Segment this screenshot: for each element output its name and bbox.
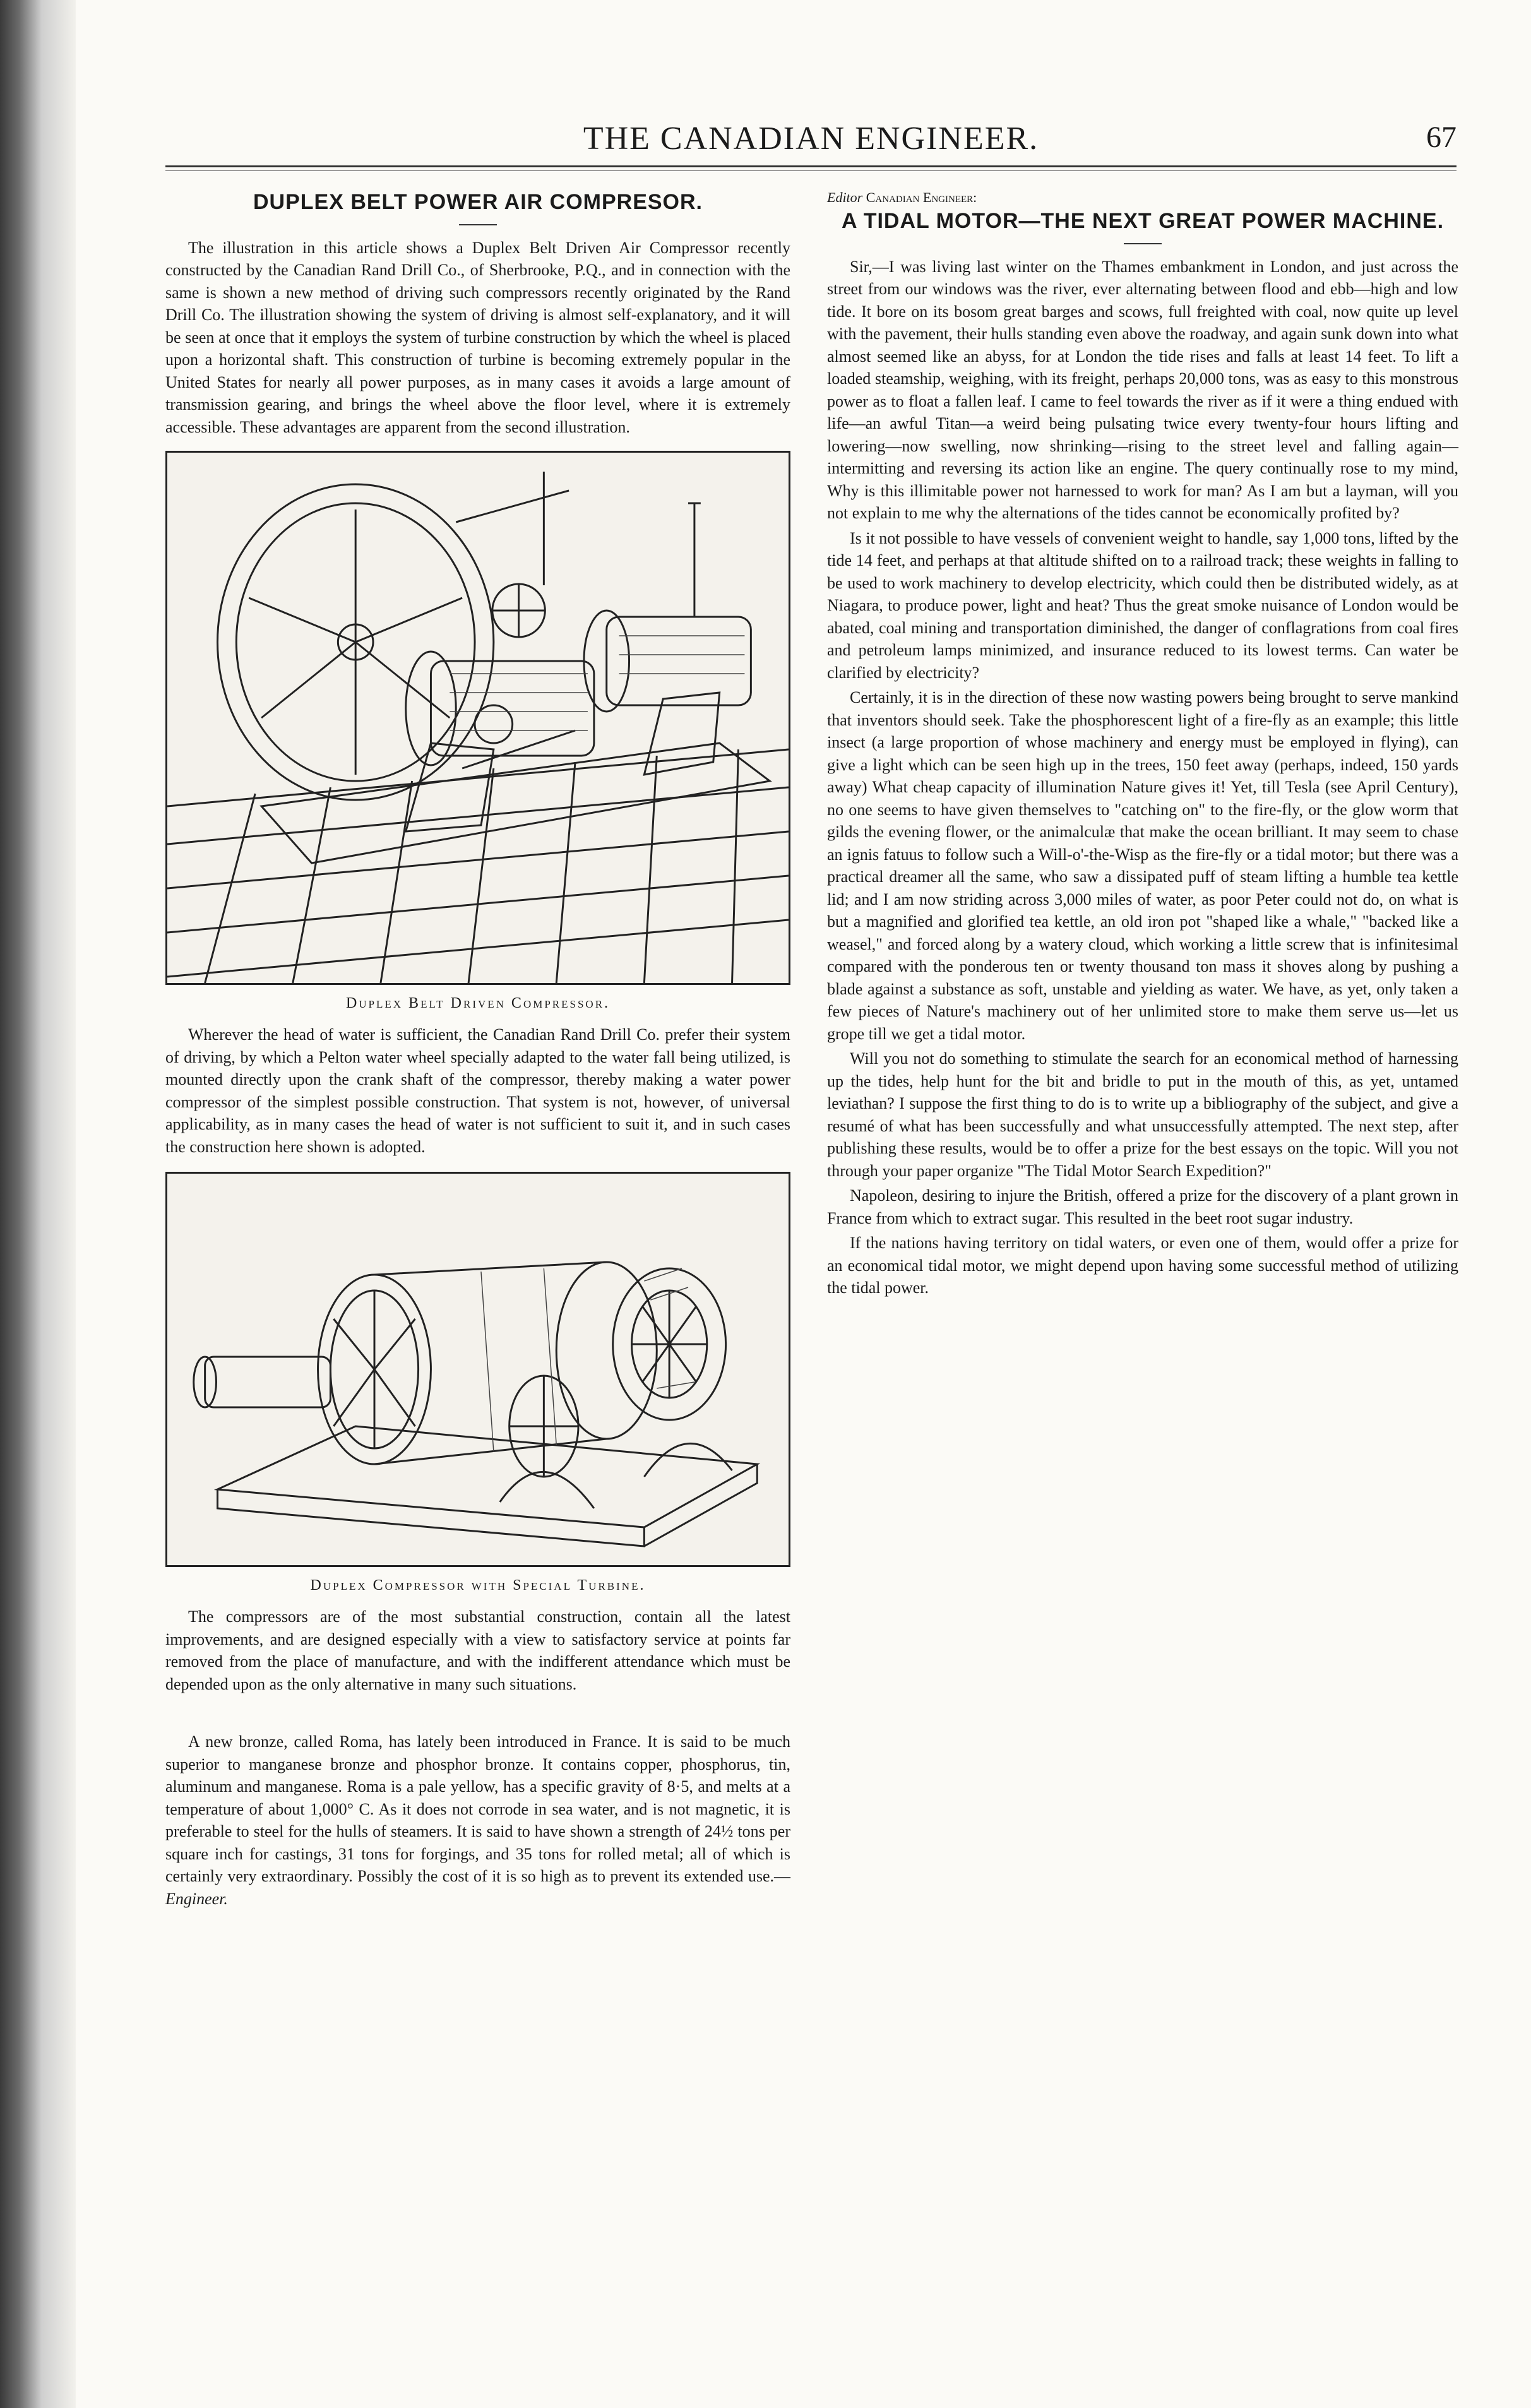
compressor-paragraph-1: The illustration in this article shows a Duplex Belt Driven Air Compressor recently constructed by the Canadian Rand Drill Co., of Sherbrooke, P.Q., and in connection with the same is shown a new method of driving such compressors recently originated by the Rand Drill Co. The illustration showing the system of driving is almost self-explanatory, and it will be seen at once that it employs the system of turbine construction by which the wheel is placed upon a horizontal shaft. This construction of turbine is becoming extremely popular in the United States for nearly all power purposes, as in many cases it avoids a large amount of transmission gearing, and brings the wheel above the floor level, where it is extremely accessible. These advantages are apparent from the second illustration. [165,238,790,436]
journal-title: THE CANADIAN ENGINEER. [583,121,1039,157]
roma-bronze-text: A new bronze, called Roma, has lately been introduced in France. It is said to be much superior to manganese bronze and phosphor bronze. It contains copper, phosphorus, tin, aluminum and manganese. Roma is a pale yellow, has a specific gravity of 8·5, and melts at a temperature of about 1,000° C. As it does not corrode in sea water, and is not magnetic, it is preferable to steel for the hulls of steamers. It is said to have shown a strength of 24½ tons per square inch for castings, 31 tons for forgings, and 35 tons for rolled metal; all of which is certainly very extraordinary. Possibly the cost of it is so high as to prevent its extended use.— [165,1732,790,1886]
tidal-paragraph-3: Certainly, it is in the direction of these now wasting powers being brought to serve mankind that inventors should seek. Take the phosphorescent light of a fire-fly as an example; this little insect (a large proportion of whose machinery and energy must be employed in flying), can give a light which can be seen high up in the trees, 150 feet away (perhaps, indeed, 150 yards away) What cheap capacity of illumination Nature gives it! Yet, till Tesla (see April Century), no one seems to have given themselves to "catching on" to the fire-fly, or the glow worm that gilds the evening flower, or the animalculæ that make the ocean brilliant. It may seem to chase an ignis fatuus to follow such a Will-o'-the-Wisp as the fire-fly or a tidal motor; but there was a practical dreamer all the same, who saw a dissipated puff of steam lifting a humble tea kettle lid; and I am now striding across 3,000 miles of water, as poor Peter could not do, on what is but a magnified and glorified tea kettle, an old iron pot "shaped like a whale," "backed like a weasel," and forced along by a watery cloud, which working a little screw that is infinitesimal compared with the ponderous ten or twenty thousand ton mass it shoves along by pushing a blade against a substance as soft, unstable and yielding as water. We have, as yet, only taken a few pieces of Nature's machinery out of her unlimited store to make them serve us—let us grope till we get a tidal motor. [827,688,1458,1043]
header-rule-thin [165,170,1457,171]
engraving-turbine-compressor [167,1174,789,1565]
caption-compressor-turbine: Duplex Compressor with Special Turbine. [310,1577,646,1594]
article-heading-compressor: DUPLEX BELT POWER AIR COMPRESOR. [253,190,703,214]
compressor-paragraph-3: The compressors are of the most substantial construction, contain all the latest improvements, and are designed especially with a view to satisfactory service at points far removed from the place of manufacture, and with the indifferent attendance which must be depended upon as the only alternative in many such situations. [165,1607,790,1693]
compressor-paragraph-2: Wherever the head of water is sufficient, the Canadian Rand Drill Co. prefer their system of driving, by which a Pelton water wheel specially adapted to the water fall being utilized, is mounted directly upon the crank shaft of the compressor, thereby making a water power compressor of the simplest possible construction. That system is not, however, of universal applicability, as in many cases the head of water is not sufficient to suit it, and in such cases the construction here shown is adopted. [165,1025,790,1156]
header-rule [165,165,1457,167]
heading-divider [1124,243,1162,244]
editor-name: Canadian Engineer: [866,189,977,205]
roma-bronze-paragraph [165,1731,790,1910]
tidal-paragraph-1: Sir,—I was living last winter on the Thames embankment in London, and just across the street from our windows was the river, ever alternating between flood and ebb—high and low tide. It bore on its bosom great barges and scows, full freighted with coal, now quite up level with the pavement, their hulls standing even above the roadway, and again sunk down into what almost seemed like an abyss, for at London the tide rises and falls at least 14 feet. To lift a loaded steamship, weighing, with its freight, perhaps 20,000 tons, was as easy to this monstrous power as to float a fallen leaf. I came to feel towards the river as if it were a thing endued with life—an awful Titan—a weird being pulsating twice every twenty-four hours lifting and lowering—now swelling, now shrinking—rising to the street level and falling again—intermitting and reversing its action like an engine. The query continually rose to my mind, Why is this illimitable power not harnessed to work for man? As I am but a layman, will you not explain to me why the alternations of the tides cannot be economically profited by? [827,257,1458,523]
letter-salutation-line [827,189,1458,206]
tidal-paragraph-4: Will you not do something to stimulate the search for an economical method of harnessing up the tides, help hunt for the bit and bridle to put in the mouth of this, as yet, untamed leviathan? I suppose the first thing to do is to write up a bibliography of the subject, and give a resumé of what has been successfully and what unsuccessfully attempted. The next step, after publishing these results, would be to offer a prize for the best essays on the topic. Will you not through your paper organize "The Tidal Motor Search Expedition?" [827,1049,1458,1180]
roma-bronze-source: Engineer. [165,1889,228,1908]
article-heading-tidal-motor: A TIDAL MOTOR—THE NEXT GREAT POWER MACHINE. [841,209,1445,233]
right-column [827,189,1458,1299]
tidal-paragraph-5: Napoleon, desiring to injure the British, offered a prize for the discovery of a plant grown in France from which to extract sugar. This resulted in the beet root sugar industry. [827,1186,1458,1227]
figure-belt-driven-compressor [165,451,790,985]
caption-belt-driven-compressor: Duplex Belt Driven Compressor. [345,995,611,1012]
tidal-paragraph-6: If the nations having territory on tidal waters, or even one of them, would offer a prize for an economical tidal motor, we might depend upon having some successful method of utilizing the tidal power. [827,1234,1458,1297]
page-number: 67 [1426,121,1457,154]
left-column [165,189,790,1910]
book-binding-edge [0,0,76,2408]
tidal-paragraph-2: Is it not possible to have vessels of convenient weight to handle, say 1,000 tons, lifted by the tide 14 feet, and perhaps at that altitude shifted on to a railroad track; these weights in falling to be used to work machinery to develop electricity, which could then be distributed widely, as at Niagara, to produce power, light and heat? Thus the great smoke nuisance of London would be abated, coal mining and transportation diminished, the danger of conflagrations from coal fires and petroleum lamps minimized, and insurance reduced to its lowest terms. Can water be clarified by electricity? [827,528,1458,682]
heading-divider [459,224,497,225]
figure-compressor-turbine [165,1172,790,1567]
engraving-belt-compressor [167,453,789,983]
running-header [165,120,1457,164]
editor-prefix: Editor [827,189,863,205]
